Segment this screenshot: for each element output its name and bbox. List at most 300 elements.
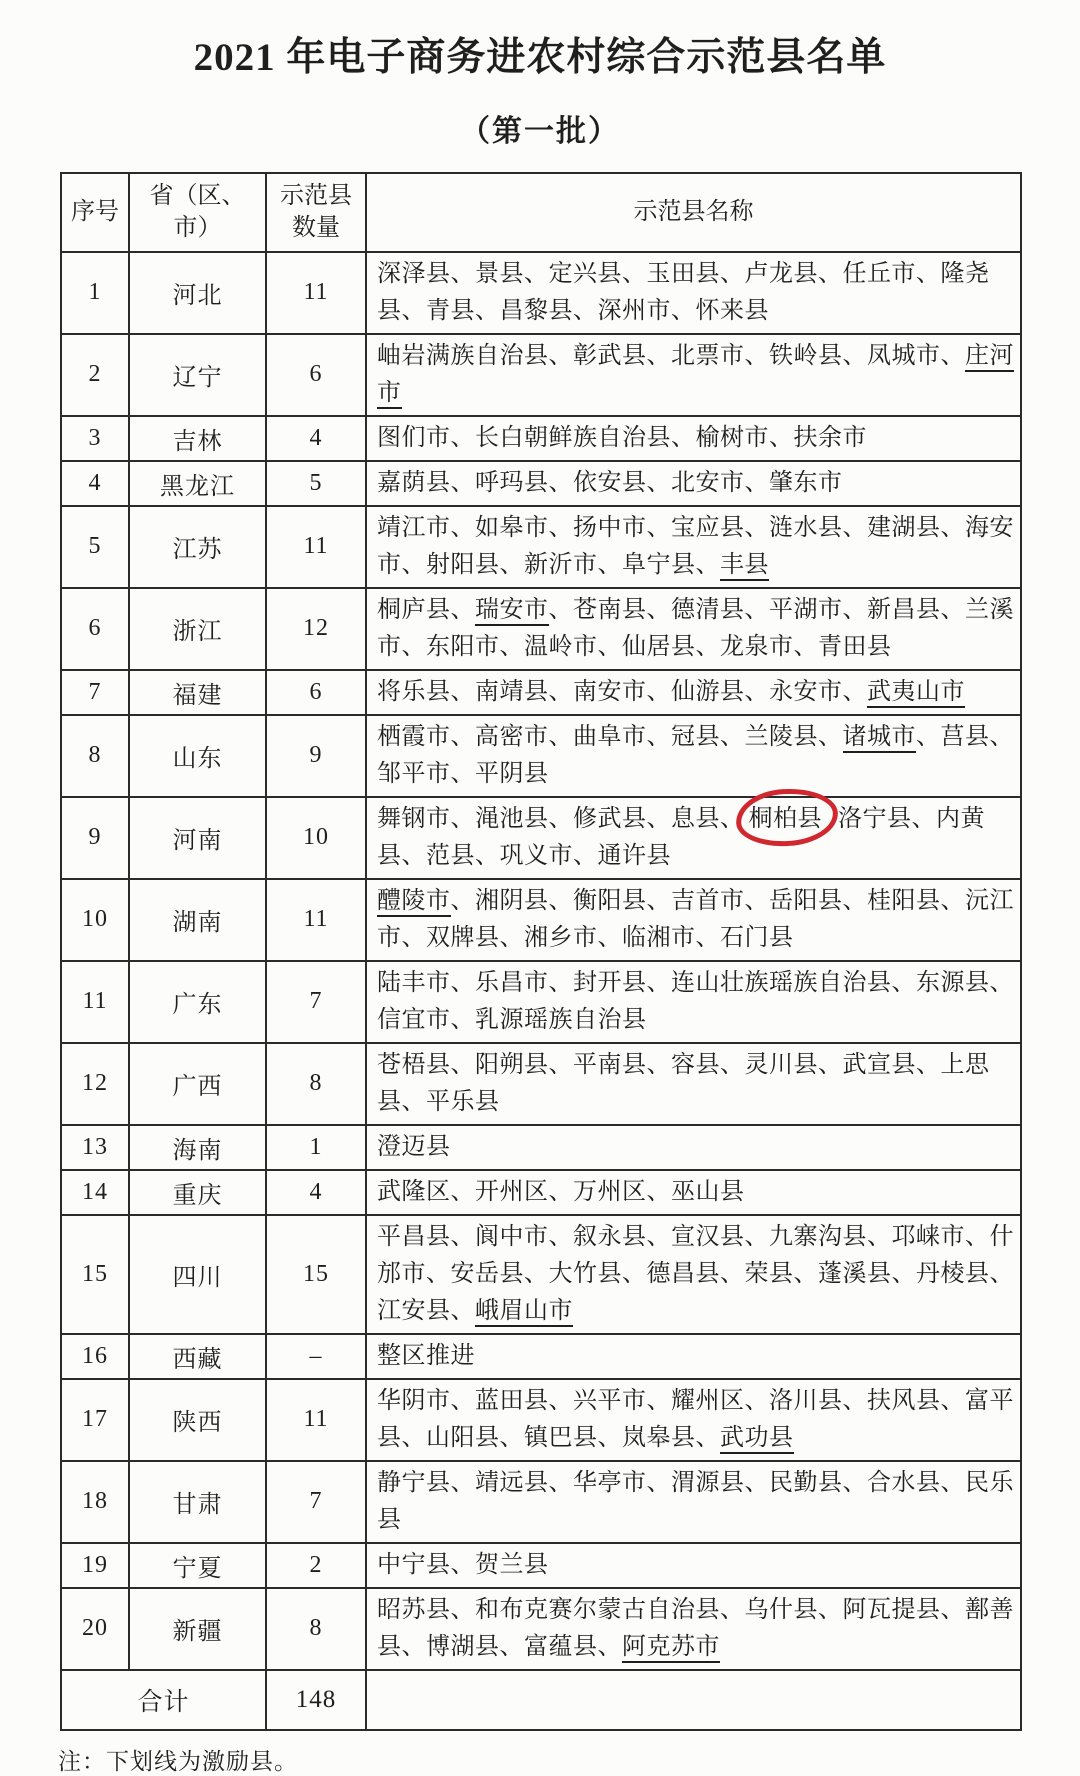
county-name: 湘乡市 (524, 924, 598, 951)
county-name: 吉首市 (671, 887, 745, 914)
county-separator: 、 (744, 1469, 769, 1496)
row-count-cell: 4 (266, 1170, 366, 1215)
county-separator: 、 (401, 1424, 426, 1451)
row-index-cell: 20 (61, 1588, 129, 1670)
county-name: 苍南县 (573, 596, 647, 623)
row-index-cell: 5 (61, 506, 129, 588)
county-separator: 、 (548, 342, 573, 369)
county-name: 岚皋县 (622, 1424, 696, 1451)
row-province-cell: 吉林 (129, 416, 266, 461)
county-name: 封开县 (573, 969, 647, 996)
county-separator: 、 (646, 469, 671, 496)
row-province-cell: 宁夏 (129, 1543, 266, 1588)
county-separator: 、 (450, 260, 475, 287)
county-name: 青田县 (818, 633, 892, 660)
county-name: 靖江市 (377, 514, 451, 541)
row-count-cell: 6 (266, 670, 366, 715)
county-separator: 、 (891, 1260, 916, 1287)
county-separator: 、 (646, 1178, 671, 1205)
county-separator: 、 (744, 469, 769, 496)
row-index-cell: 10 (61, 879, 129, 961)
county-name: 丹棱县 (916, 1260, 990, 1287)
row-province-cell: 福建 (129, 670, 266, 715)
county-separator: 、 (475, 297, 500, 324)
county-name: 射阳县 (426, 551, 500, 578)
county-separator: 、 (818, 1051, 843, 1078)
row-count-cell: 8 (266, 1043, 366, 1125)
county-name: 蓝田县 (475, 1387, 549, 1414)
county-separator: 、 (720, 1596, 745, 1623)
row-count-cell: 4 (266, 416, 366, 461)
row-province-cell: 辽宁 (129, 334, 266, 416)
header-count-line2: 数量 (292, 215, 340, 242)
county-separator: 、 (720, 1051, 745, 1078)
county-separator: 、 (401, 633, 426, 660)
county-name: 海安市 (377, 514, 1014, 578)
table-row (61, 252, 1021, 334)
county-name: 蓬溪县 (818, 1260, 892, 1287)
row-index-cell: 11 (61, 961, 129, 1043)
county-name: 渑池县 (475, 805, 549, 832)
county-name: 邹平市 (377, 760, 451, 787)
row-index-cell: 6 (61, 588, 129, 670)
county-name: 曲阜市 (573, 723, 647, 750)
county-name: 衡阳县 (573, 887, 647, 914)
county-name: 阳朔县 (475, 1051, 549, 1078)
county-name: 九寨沟县 (769, 1223, 867, 1250)
county-separator: 、 (450, 1551, 475, 1578)
county-separator: 、 (499, 924, 524, 951)
row-province-cell: 陕西 (129, 1379, 266, 1461)
row-index-cell: 19 (61, 1543, 129, 1588)
county-separator: 、 (940, 1469, 965, 1496)
county-separator: 、 (695, 551, 720, 578)
county-separator: 、 (940, 342, 965, 369)
table-row (61, 506, 1021, 588)
county-separator: 、 (646, 678, 671, 705)
row-count-cell: 7 (266, 961, 366, 1043)
county-name: 洛川县 (769, 1387, 843, 1414)
county-separator: 、 (989, 969, 1014, 996)
county-name: 依安县 (573, 469, 647, 496)
row-index-cell: 4 (61, 461, 129, 506)
county-name: 深泽县 (377, 260, 451, 287)
row-count-cell: – (266, 1334, 366, 1379)
row-index-cell: 2 (61, 334, 129, 416)
county-separator: 、 (744, 887, 769, 914)
county-name: 贺兰县 (475, 1551, 549, 1578)
footer-empty-cell (366, 1670, 1021, 1730)
county-name: 信宜市 (377, 1006, 451, 1033)
table-row (61, 588, 1021, 670)
county-separator: 、 (450, 760, 475, 787)
county-name: 宝应县 (671, 514, 745, 541)
county-separator: 、 (867, 1223, 892, 1250)
page-title: 2021 年电子商务进农村综合示范县名单 (193, 36, 887, 79)
row-counties-cell (366, 1215, 1021, 1334)
county-separator: 、 (818, 723, 843, 750)
row-counties-cell (366, 416, 1021, 461)
county-separator: 、 (671, 424, 696, 451)
county-separator: 、 (940, 1387, 965, 1414)
county-name: 灵川县 (744, 1051, 818, 1078)
county-name: 华亭市 (573, 1469, 647, 1496)
row-province-cell: 广东 (129, 961, 266, 1043)
row-counties-cell (366, 1334, 1021, 1379)
county-name: 民勤县 (769, 1469, 843, 1496)
county-separator: 、 (744, 678, 769, 705)
county-name: 彰武县 (573, 342, 647, 369)
county-name: 镇巴县 (524, 1424, 598, 1451)
row-index-cell: 12 (61, 1043, 129, 1125)
county-name: 荣县 (744, 1260, 794, 1287)
county-separator: 、 (940, 1596, 965, 1623)
county-name: 仙游县 (671, 678, 745, 705)
county-separator: 、 (989, 1260, 1014, 1287)
county-separator: 、 (646, 805, 671, 832)
row-province-cell: 新疆 (129, 1588, 266, 1670)
table-row (61, 1170, 1021, 1215)
county-name: 通许县 (597, 842, 671, 869)
county-separator: 、 (989, 723, 1014, 750)
county-separator: 、 (426, 1260, 451, 1287)
county-name: 瑞安市 (475, 597, 549, 626)
county-separator: 、 (744, 342, 769, 369)
county-name: 龙泉市 (720, 633, 794, 660)
county-name: 如皋市 (475, 514, 549, 541)
county-name: 舞钢市 (377, 805, 451, 832)
county-separator: 、 (842, 887, 867, 914)
county-separator: 、 (622, 1260, 647, 1287)
county-name: 铁岭县 (769, 342, 843, 369)
county-separator: 、 (793, 633, 818, 660)
county-name: 宣汉县 (671, 1223, 745, 1250)
county-separator: 、 (842, 342, 867, 369)
county-separator: 、 (450, 469, 475, 496)
county-name: 鄯善县 (377, 1596, 1014, 1660)
county-name: 平南县 (573, 1051, 647, 1078)
county-name: 整区推进 (377, 1342, 475, 1369)
county-name: 上思县 (377, 1051, 990, 1115)
county-separator: 、 (450, 969, 475, 996)
county-separator: 、 (842, 596, 867, 623)
county-separator: 、 (842, 678, 867, 705)
county-name: 兰陵县 (744, 723, 818, 750)
county-name: 息县 (671, 805, 720, 832)
table-row (61, 461, 1021, 506)
row-province-cell: 重庆 (129, 1170, 266, 1215)
row-province-cell: 浙江 (129, 588, 266, 670)
table-row (61, 715, 1021, 797)
county-name: 渭源县 (671, 1469, 745, 1496)
county-name: 北安市 (671, 469, 745, 496)
row-counties-cell (366, 461, 1021, 506)
county-name: 东源县 (916, 969, 990, 996)
row-count-cell: 1 (266, 1125, 366, 1170)
county-name: 怀来县 (695, 297, 769, 324)
county-name: 将乐县 (377, 678, 451, 705)
county-name: 北票市 (671, 342, 745, 369)
county-separator: 、 (548, 678, 573, 705)
county-separator: 、 (450, 1223, 475, 1250)
county-name: 玉田县 (646, 260, 720, 287)
county-name: 莒县 (940, 723, 990, 750)
row-count-cell: 15 (266, 1215, 366, 1334)
row-index-cell: 18 (61, 1461, 129, 1543)
county-name: 阆中市 (475, 1223, 549, 1250)
county-name: 沅江市 (377, 887, 1014, 951)
table-row (61, 879, 1021, 961)
row-index-cell: 15 (61, 1215, 129, 1334)
county-separator: 、 (646, 1469, 671, 1496)
county-name: 耀州区 (671, 1387, 745, 1414)
county-separator: 、 (548, 1178, 573, 1205)
county-separator: 、 (450, 424, 475, 451)
row-count-cell: 11 (266, 879, 366, 961)
county-name: 岫岩满族自治县 (377, 342, 549, 369)
county-name: 平昌县 (377, 1223, 451, 1250)
table-row (61, 1588, 1021, 1670)
row-province-cell: 黑龙江 (129, 461, 266, 506)
county-name: 阿克苏市 (622, 1634, 720, 1663)
row-counties-cell (366, 334, 1021, 416)
row-index-cell: 3 (61, 416, 129, 461)
county-separator: 、 (548, 723, 573, 750)
page-subtitle: （第一批） (460, 115, 620, 148)
county-name: 兰溪市 (377, 596, 1014, 660)
county-separator: 、 (548, 805, 573, 832)
table-row (61, 1125, 1021, 1170)
county-separator: 、 (695, 924, 720, 951)
county-separator: 、 (401, 1088, 426, 1115)
county-name: 榆树市 (695, 424, 769, 451)
county-separator: 、 (401, 1633, 426, 1660)
row-count-cell: 11 (266, 506, 366, 588)
county-separator: 、 (597, 1633, 622, 1660)
county-name: 岳阳县 (769, 887, 843, 914)
county-name: 东阳市 (426, 633, 500, 660)
row-count-cell: 9 (266, 715, 366, 797)
county-separator: 、 (940, 596, 965, 623)
header-county-names: 示范县名称 (366, 173, 1021, 252)
county-name: 南安市 (573, 678, 647, 705)
county-separator: 、 (401, 842, 426, 869)
row-province-cell: 西藏 (129, 1334, 266, 1379)
county-separator: 、 (720, 805, 745, 832)
county-name: 丰县 (720, 552, 769, 581)
county-name: 景县 (475, 260, 524, 287)
county-name: 深州市 (597, 297, 671, 324)
county-separator: 、 (646, 887, 671, 914)
county-separator: 、 (499, 551, 524, 578)
row-counties-cell (366, 879, 1021, 961)
county-separator: 、 (940, 514, 965, 541)
county-name: 容县 (671, 1051, 720, 1078)
row-counties-cell (366, 1588, 1021, 1670)
county-separator: 、 (597, 1424, 622, 1451)
county-name: 安岳县 (450, 1260, 524, 1287)
row-counties-cell (366, 1461, 1021, 1543)
county-name: 醴陵市 (377, 888, 451, 917)
county-separator: 、 (450, 723, 475, 750)
row-province-cell: 河南 (129, 797, 266, 879)
county-name: 洛宁县 (838, 805, 912, 832)
county-separator: 、 (548, 1223, 573, 1250)
row-count-cell: 2 (266, 1543, 366, 1588)
county-name: 青县 (426, 297, 475, 324)
table-header-row (61, 173, 1021, 252)
county-separator: 、 (401, 924, 426, 951)
county-name: 峨眉山市 (475, 1298, 573, 1327)
county-name: 隆尧县 (377, 260, 990, 324)
county-separator: 、 (548, 1469, 573, 1496)
county-separator: 、 (769, 424, 794, 451)
demo-county-table (60, 172, 1022, 1731)
county-separator: 、 (720, 1260, 745, 1287)
row-count-cell: 11 (266, 252, 366, 334)
county-separator: 、 (744, 1223, 769, 1250)
county-name: 平乐县 (426, 1088, 500, 1115)
row-index-cell: 7 (61, 670, 129, 715)
row-counties-cell (366, 252, 1021, 334)
county-separator: 、 (573, 297, 598, 324)
county-name: 阜宁县 (622, 551, 696, 578)
county-separator: 、 (524, 1260, 549, 1287)
county-name: 德清县 (671, 596, 745, 623)
county-separator: 、 (499, 1424, 524, 1451)
row-index-cell: 8 (61, 715, 129, 797)
county-separator: 、 (646, 723, 671, 750)
table-row (61, 1461, 1021, 1543)
county-separator: 、 (450, 596, 475, 623)
county-name: 邛崃市 (891, 1223, 965, 1250)
county-separator: 、 (744, 1387, 769, 1414)
county-name: 乳源瑶族自治县 (475, 1006, 647, 1033)
county-name: 临湘市 (622, 924, 696, 951)
county-name: 中宁县 (377, 1551, 451, 1578)
county-separator: 、 (646, 514, 671, 541)
county-name: 呼玛县 (475, 469, 549, 496)
row-count-cell: 5 (266, 461, 366, 506)
county-separator: 、 (695, 633, 720, 660)
county-name: 新沂市 (524, 551, 598, 578)
county-name: 乐昌市 (475, 969, 549, 996)
county-separator: 、 (401, 551, 426, 578)
county-name: 凤城市 (867, 342, 941, 369)
county-name: 靖远县 (475, 1469, 549, 1496)
row-index-cell: 17 (61, 1379, 129, 1461)
county-name: 内黄县 (377, 805, 985, 869)
county-name: 武夷山市 (867, 679, 965, 708)
row-counties-cell (366, 1170, 1021, 1215)
row-index-cell: 9 (61, 797, 129, 879)
county-name: 双牌县 (426, 924, 500, 951)
county-separator: 、 (916, 1051, 941, 1078)
county-name: 扬中市 (573, 514, 647, 541)
header-province: 省（区、市） (129, 173, 266, 252)
county-name: 卢龙县 (744, 260, 818, 287)
county-separator: 、 (548, 1051, 573, 1078)
county-separator: 、 (524, 260, 549, 287)
county-separator: 、 (548, 1387, 573, 1414)
row-province-cell: 山东 (129, 715, 266, 797)
county-name: 诸城市 (843, 724, 917, 753)
county-separator: 、 (499, 1633, 524, 1660)
row-counties-cell (366, 588, 1021, 670)
county-separator: 、 (475, 842, 500, 869)
county-separator: 、 (548, 969, 573, 996)
county-separator: 、 (646, 1051, 671, 1078)
county-name: 任丘市 (842, 260, 916, 287)
county-name: 山阳县 (426, 1424, 500, 1451)
county-name: 民乐县 (377, 1469, 1014, 1533)
footer-total-count: 148 (266, 1670, 366, 1730)
county-separator: 、 (450, 1178, 475, 1205)
row-counties-cell (366, 1043, 1021, 1125)
county-name: 建湖县 (867, 514, 941, 541)
county-separator: 、 (450, 1051, 475, 1078)
row-counties-cell (366, 670, 1021, 715)
county-separator: 、 (671, 297, 696, 324)
row-province-cell: 四川 (129, 1215, 266, 1334)
county-separator: 、 (401, 297, 426, 324)
row-count-cell: 11 (266, 1379, 366, 1461)
county-separator: 、 (450, 1596, 475, 1623)
county-name: 石门县 (720, 924, 794, 951)
county-separator: 、 (499, 633, 524, 660)
county-name: 新昌县 (867, 596, 941, 623)
county-separator: 、 (720, 260, 745, 287)
county-separator: 、 (597, 551, 622, 578)
county-name: 温岭市 (524, 633, 598, 660)
county-name: 定兴县 (548, 260, 622, 287)
county-name: 静宁县 (377, 1469, 451, 1496)
county-separator: 、 (793, 1260, 818, 1287)
table-row (61, 416, 1021, 461)
county-name: 什邡市 (377, 1223, 1014, 1287)
county-name: 博湖县 (426, 1633, 500, 1660)
county-separator: 、 (842, 1387, 867, 1414)
county-separator: 、 (548, 887, 573, 914)
table-row (61, 1334, 1021, 1379)
county-name: 兴平市 (573, 1387, 647, 1414)
table-row (61, 1043, 1021, 1125)
row-counties-cell (366, 961, 1021, 1043)
county-separator: 、 (842, 514, 867, 541)
row-count-cell: 6 (266, 334, 366, 416)
county-separator: 、 (548, 596, 573, 623)
county-separator: 、 (646, 1387, 671, 1414)
county-name: 扶余市 (793, 424, 867, 451)
county-name: 万州区 (573, 1178, 647, 1205)
header-count (266, 173, 366, 252)
county-name: 叙永县 (573, 1223, 647, 1250)
row-counties-cell (366, 506, 1021, 588)
county-separator: 、 (450, 678, 475, 705)
county-separator: 、 (450, 1297, 475, 1324)
county-separator: 、 (744, 596, 769, 623)
row-counties-cell (366, 1543, 1021, 1588)
footer-row (61, 1670, 1021, 1730)
county-name: 和布克赛尔蒙古自治县 (475, 1596, 720, 1623)
county-name: 长白朝鲜族自治县 (475, 424, 671, 451)
county-separator: 、 (842, 1469, 867, 1496)
county-separator: 、 (450, 805, 475, 832)
row-index-cell: 13 (61, 1125, 129, 1170)
row-province-cell: 湖南 (129, 879, 266, 961)
table-row (61, 797, 1021, 879)
county-name: 富蕴县 (524, 1633, 598, 1660)
